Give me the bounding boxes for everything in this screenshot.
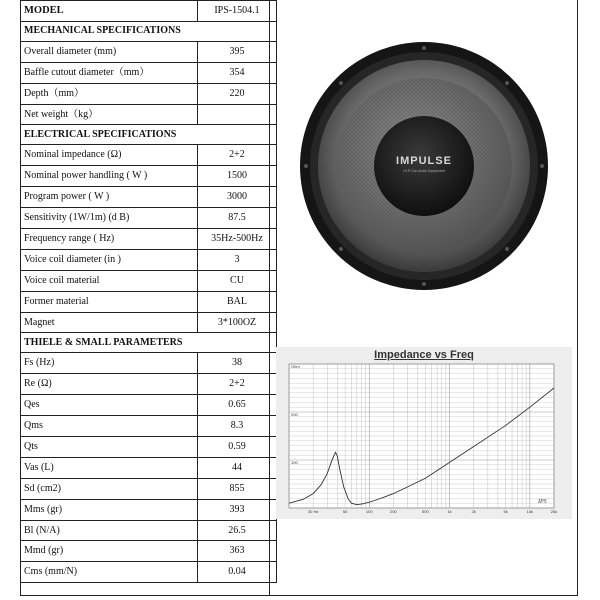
spec-value: 0.59 — [198, 437, 277, 458]
spec-label: Magnet — [21, 312, 198, 333]
spec-label: Sd (cm2) — [21, 478, 198, 499]
spec-row — [21, 145, 277, 166]
y-tick-label: 200 — [291, 412, 298, 417]
spec-label: Re (Ω) — [21, 374, 198, 395]
spec-label: Voice coil diameter (in ) — [21, 249, 198, 270]
spec-label: Program power ( W ) — [21, 187, 198, 208]
brand-logo: IMPULSE — [396, 155, 452, 167]
spec-row — [21, 395, 277, 416]
x-tick-label: 2k — [471, 509, 476, 514]
spec-row — [21, 104, 277, 125]
spec-value: 1500 — [198, 166, 277, 187]
spec-row — [21, 541, 277, 562]
spec-value: 0.65 — [198, 395, 277, 416]
section-spacer — [198, 21, 277, 41]
x-tick-label: 200 — [390, 509, 397, 514]
spec-value: 38 — [198, 353, 277, 374]
spec-row — [21, 478, 277, 499]
spec-label: Bl (N/A) — [21, 520, 198, 541]
brand-tagline: Hi-Fi Car Audio Equipment — [403, 169, 445, 173]
x-tick-label: 1k — [447, 509, 452, 514]
spec-value — [198, 104, 277, 125]
spec-row — [21, 270, 277, 291]
section-title: MECHANICAL SPECIFICATIONS — [21, 21, 198, 41]
spec-row — [21, 499, 277, 520]
spec-value: BAL — [198, 291, 277, 312]
plot-svg — [289, 364, 558, 514]
chart-title: Impedance vs Freq — [374, 349, 474, 361]
spec-value: 354 — [198, 62, 277, 83]
spec-row — [21, 208, 277, 229]
spec-row — [21, 520, 277, 541]
section-spacer — [198, 125, 277, 145]
spec-label: Overall diameter (mm) — [21, 41, 198, 62]
spec-value: 87.5 — [198, 208, 277, 229]
spec-value: 2+2 — [198, 374, 277, 395]
spec-label: Former material — [21, 291, 198, 312]
section-header — [21, 333, 277, 353]
spec-value: 26.5 — [198, 520, 277, 541]
spec-label: Net weight（kg） — [21, 104, 198, 125]
spec-label: Cms (mm/N) — [21, 562, 198, 583]
x-tick-label: 50 — [342, 509, 348, 514]
model-row — [21, 1, 277, 22]
section-header — [21, 125, 277, 145]
x-tick-label: 20 Hz — [307, 509, 319, 514]
spec-row — [21, 312, 277, 333]
chart-signature: IPS — [538, 499, 547, 505]
spec-value: 0.04 — [198, 562, 277, 583]
spec-label: Nominal power handling ( W ) — [21, 166, 198, 187]
spec-value: 3000 — [198, 187, 277, 208]
spec-row — [21, 374, 277, 395]
spec-row — [21, 457, 277, 478]
spec-row — [21, 353, 277, 374]
y-tick-label: 100 — [291, 460, 298, 465]
spec-value: 3*100OZ — [198, 312, 277, 333]
spec-label: Sensitivity (1W/1m) (d B) — [21, 208, 198, 229]
impedance-plot — [289, 364, 558, 514]
spec-row — [21, 249, 277, 270]
spec-label: Vas (L) — [21, 457, 198, 478]
spec-row — [21, 291, 277, 312]
spec-label: Nominal impedance (Ω) — [21, 145, 198, 166]
spec-label: Depth（mm） — [21, 83, 198, 104]
spec-row — [21, 166, 277, 187]
section-header — [21, 21, 277, 41]
spec-row — [21, 62, 277, 83]
spec-value: 395 — [198, 41, 277, 62]
spec-value: 8.3 — [198, 416, 277, 437]
model-value: IPS-1504.1 — [198, 1, 277, 22]
spec-label: Baffle cutout diameter（mm） — [21, 62, 198, 83]
spec-value: 35Hz-500Hz — [198, 229, 277, 250]
x-tick-label: 5k — [503, 509, 508, 514]
spec-value: 44 — [198, 457, 277, 478]
spec-label: Qes — [21, 395, 198, 416]
x-tick-label: 100 — [365, 509, 373, 514]
spec-value: 220 — [198, 83, 277, 104]
spec-value: 363 — [198, 541, 277, 562]
x-tick-label: 500 — [422, 509, 429, 514]
section-title: THIELE & SMALL PARAMETERS — [21, 333, 198, 353]
spec-row — [21, 41, 277, 62]
spec-value: CU — [198, 270, 277, 291]
subwoofer-photo — [296, 40, 552, 296]
spec-label: Qts — [21, 437, 198, 458]
spec-label: Mms (gr) — [21, 499, 198, 520]
spec-row — [21, 416, 277, 437]
spec-row — [21, 437, 277, 458]
x-tick-label: 20k — [550, 509, 558, 514]
spec-table — [20, 0, 277, 583]
spec-row — [21, 83, 277, 104]
y-tick-label: Ohm — [291, 364, 300, 369]
spec-value: 855 — [198, 478, 277, 499]
spec-value: 393 — [198, 499, 277, 520]
spec-label: Fs (Hz) — [21, 353, 198, 374]
section-title: ELECTRICAL SPECIFICATIONS — [21, 125, 198, 145]
section-spacer — [198, 333, 277, 353]
spec-row — [21, 229, 277, 250]
spec-value: 3 — [198, 249, 277, 270]
spec-label: Qms — [21, 416, 198, 437]
model-label: MODEL — [21, 1, 198, 22]
spec-label: Mmd (gr) — [21, 541, 198, 562]
spec-label: Voice coil material — [21, 270, 198, 291]
x-tick-label: 10k — [526, 509, 534, 514]
spec-row — [21, 562, 277, 583]
spec-row — [21, 187, 277, 208]
spec-label: Frequency range ( Hz) — [21, 229, 198, 250]
spec-value: 2+2 — [198, 145, 277, 166]
